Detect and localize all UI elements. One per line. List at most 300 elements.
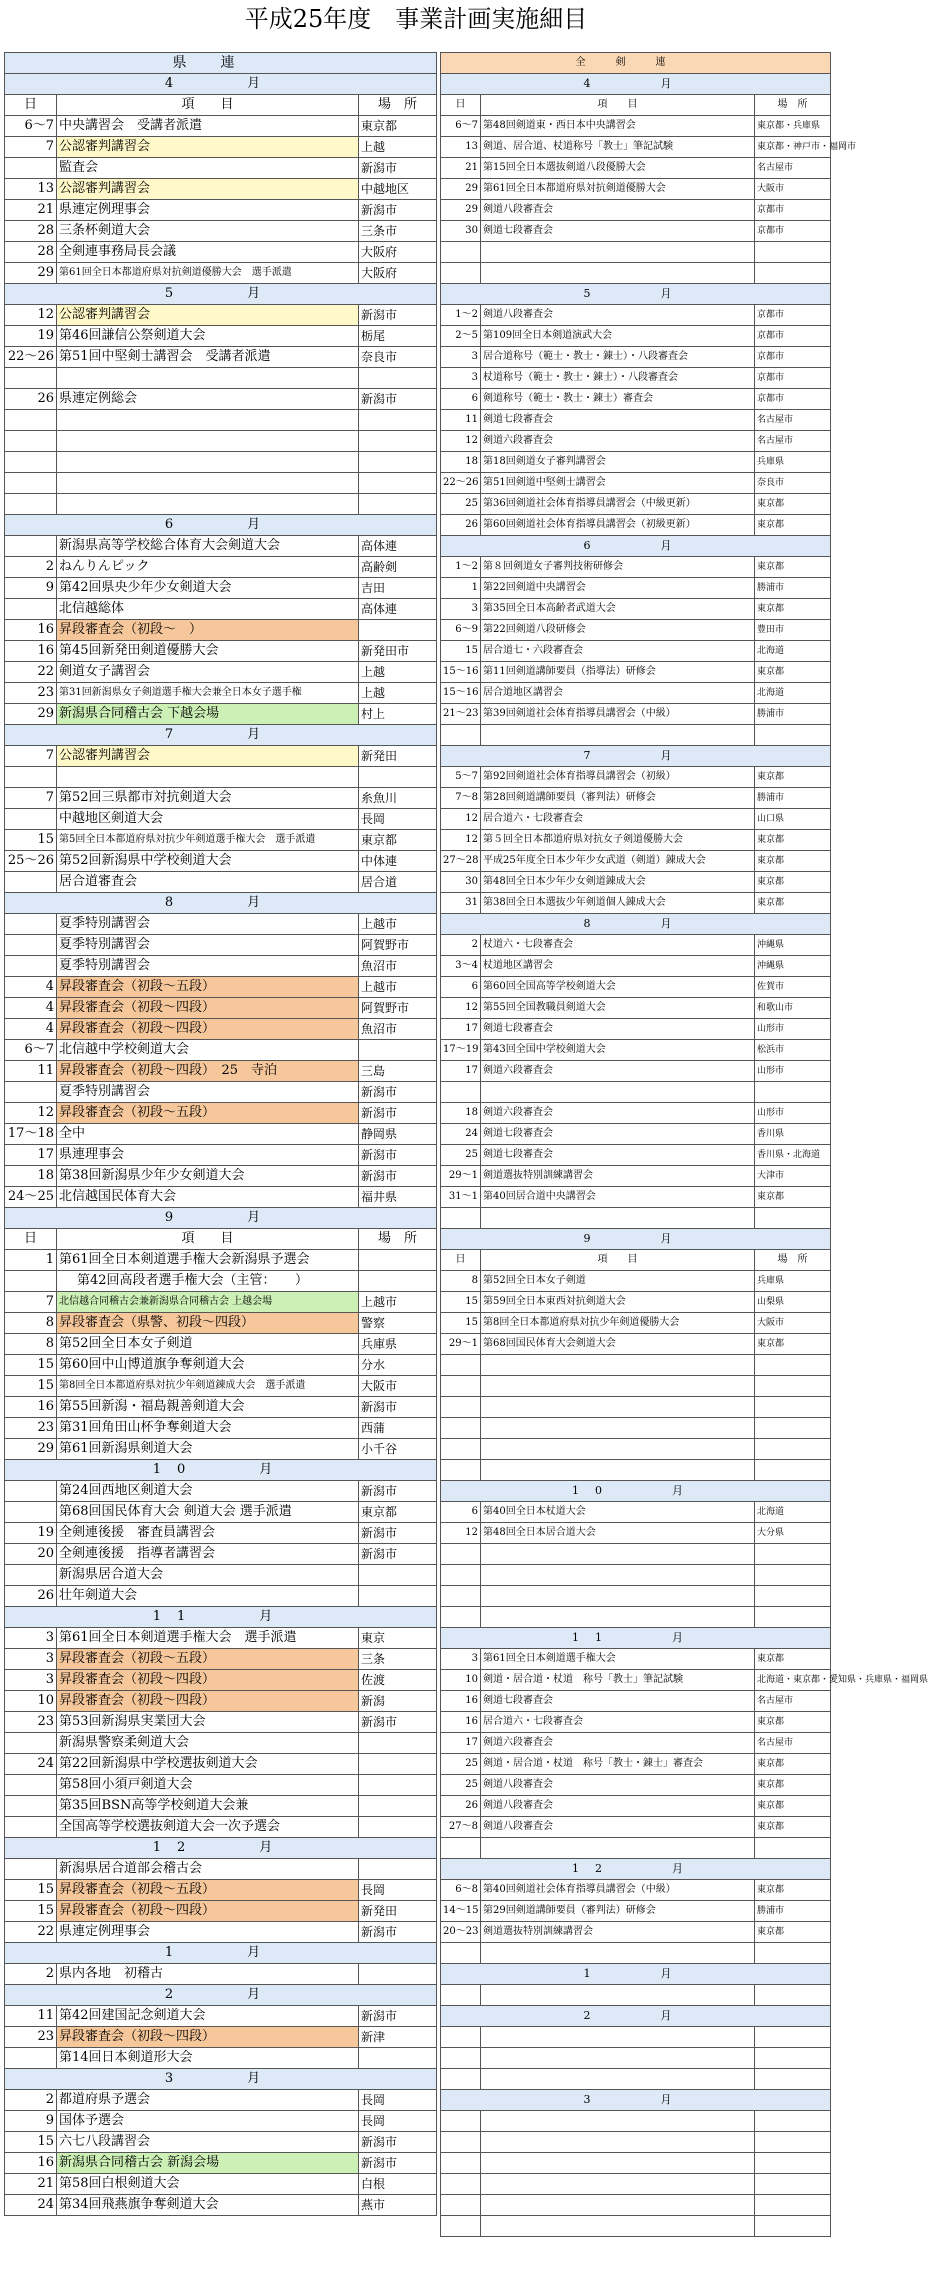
event-place: [755, 1565, 831, 1586]
event-place: 大阪市: [359, 1376, 437, 1397]
event-day: [441, 2027, 481, 2048]
event-title: [57, 494, 359, 515]
event-place: 高齢剣: [359, 557, 437, 578]
event-title: [481, 1565, 755, 1586]
event-day: 7: [5, 1292, 57, 1313]
event-title: 居合道地区講習会: [481, 683, 755, 704]
event-row: [441, 326, 831, 347]
event-day: [5, 599, 57, 620]
event-title: [481, 725, 755, 746]
event-place: 名古屋市: [755, 410, 831, 431]
column-header-row: [441, 95, 831, 116]
event-day: [5, 494, 57, 515]
event-day: 15～16: [441, 683, 481, 704]
event-day: 8: [441, 1271, 481, 1292]
event-title: 第61回全日本剣道選手権大会: [481, 1649, 755, 1670]
event-title: 第45回新発田剣道優勝大会: [57, 641, 359, 662]
event-row: [441, 515, 831, 536]
event-day: 29～1: [441, 1166, 481, 1187]
month-header-row: [5, 1607, 437, 1628]
event-day: 19: [5, 326, 57, 347]
prefecture-table: [4, 52, 437, 2216]
event-place: 東京都: [755, 1880, 831, 1901]
event-day: 26: [441, 1796, 481, 1817]
event-title: 剣道八段審査会: [481, 1796, 755, 1817]
event-day: 25～26: [5, 851, 57, 872]
event-title: [57, 452, 359, 473]
event-place: [359, 1754, 437, 1775]
event-day: [441, 1565, 481, 1586]
event-row: [441, 851, 831, 872]
event-place: 東京都: [755, 830, 831, 851]
event-title: [481, 242, 755, 263]
event-day: [5, 431, 57, 452]
event-row: [441, 1943, 831, 1964]
event-title: 第109回全日本剣道演武大会: [481, 326, 755, 347]
event-day: 3: [441, 347, 481, 368]
event-place: 東京都: [359, 1502, 437, 1523]
event-title: [481, 1439, 755, 1460]
event-day: 25: [441, 494, 481, 515]
event-title: 剣道、居合道、杖道称号「教士」筆記試験: [481, 137, 755, 158]
event-row: [5, 767, 437, 788]
event-title: 全剣連後援 審査員講習会: [57, 1523, 359, 1544]
event-row: [441, 872, 831, 893]
event-title: 第52回全日本女子剣道: [481, 1271, 755, 1292]
event-row: [441, 788, 831, 809]
event-row: [441, 1103, 831, 1124]
event-row: [5, 1670, 437, 1691]
event-place: 兵庫県: [755, 1271, 831, 1292]
event-title: 公認審判講習会: [57, 179, 359, 200]
event-row: [5, 1418, 437, 1439]
event-row: [441, 1775, 831, 1796]
event-day: [441, 2111, 481, 2132]
event-row: [5, 1775, 437, 1796]
event-row: [441, 1670, 831, 1691]
prefecture-org-header: 県連: [5, 53, 437, 74]
event-day: 15: [5, 830, 57, 851]
event-title: 第58回小須戸剣道大会: [57, 1775, 359, 1796]
event-row: [5, 1523, 437, 1544]
event-title: [481, 1544, 755, 1565]
month-header-row: [441, 914, 831, 935]
event-place: 西蒲: [359, 1418, 437, 1439]
event-place: 新潟市: [359, 1145, 437, 1166]
event-title: 剣道八段審査会: [481, 305, 755, 326]
event-row: [441, 1754, 831, 1775]
event-day: 21: [5, 200, 57, 221]
month-header: 1 月: [441, 1964, 831, 1985]
event-title: 居合道称号（範士・教士・錬士）・八段審査会: [481, 347, 755, 368]
event-place: 京都市: [755, 368, 831, 389]
event-title: 第52回三県都市対抗剣道大会: [57, 788, 359, 809]
event-day: [5, 368, 57, 389]
event-place: 新潟市: [359, 1166, 437, 1187]
event-row: [441, 641, 831, 662]
event-title: 第60回剣道社会体育指導員講習会（初級更新）: [481, 515, 755, 536]
event-title: 県連理事会: [57, 1145, 359, 1166]
event-row: [441, 2048, 831, 2069]
month-header: 7 月: [5, 725, 437, 746]
event-row: [441, 1460, 831, 1481]
event-place: 新潟市: [359, 2006, 437, 2027]
event-place: 山形市: [755, 1061, 831, 1082]
month-header: 2 月: [5, 1985, 437, 2006]
event-day: 1: [5, 1250, 57, 1271]
event-row: [5, 2090, 437, 2111]
event-row: [441, 1796, 831, 1817]
event-place: [359, 1733, 437, 1754]
event-title: 第22回新潟県中学校選抜剣道大会: [57, 1754, 359, 1775]
event-row: [5, 1586, 437, 1607]
event-row: [441, 2132, 831, 2153]
event-place: [359, 452, 437, 473]
event-place: [755, 2174, 831, 2195]
event-place: [755, 1544, 831, 1565]
event-place: 新潟市: [359, 1544, 437, 1565]
event-place: 大阪府: [359, 263, 437, 284]
event-title: 第61回全日本剣道選手権大会 選手派遣: [57, 1628, 359, 1649]
month-header: 8 月: [5, 893, 437, 914]
event-row: [5, 1292, 437, 1313]
event-day: 16: [5, 2153, 57, 2174]
event-row: [5, 368, 437, 389]
event-day: [441, 725, 481, 746]
event-row: [5, 1649, 437, 1670]
month-header: 11 月: [5, 1607, 437, 1628]
event-row: [5, 2195, 437, 2216]
event-title: 第24回西地区剣道大会: [57, 1481, 359, 1502]
event-day: 15: [5, 2132, 57, 2153]
event-place: [359, 1250, 437, 1271]
event-day: 15: [441, 641, 481, 662]
event-place: 静岡県: [359, 1124, 437, 1145]
event-row: [5, 1019, 437, 1040]
event-row: [5, 1334, 437, 1355]
event-row: [441, 1019, 831, 1040]
event-title: [57, 767, 359, 788]
month-header-row: [441, 2006, 831, 2027]
event-day: [5, 872, 57, 893]
event-place: 新発田: [359, 1901, 437, 1922]
event-place: 福井県: [359, 1187, 437, 1208]
event-place: 三条市: [359, 221, 437, 242]
event-place: 魚沼市: [359, 1019, 437, 1040]
event-day: [5, 767, 57, 788]
event-place: [359, 1271, 437, 1292]
event-row: [441, 242, 831, 263]
event-row: [5, 704, 437, 725]
month-header-row: [5, 893, 437, 914]
event-day: 6: [441, 1502, 481, 1523]
event-row: [5, 1481, 437, 1502]
event-row: [5, 1397, 437, 1418]
event-title: 第38回全日本選抜少年剣道個人錬成大会: [481, 893, 755, 914]
event-row: [5, 1565, 437, 1586]
event-row: [441, 830, 831, 851]
event-day: 15: [5, 1901, 57, 1922]
item-column-header: 項 目: [481, 1250, 755, 1271]
event-row: [441, 452, 831, 473]
event-day: 29: [5, 263, 57, 284]
event-row: [441, 1355, 831, 1376]
event-place: [755, 1460, 831, 1481]
month-header-row: [441, 536, 831, 557]
event-title: [481, 2153, 755, 2174]
event-day: 26: [441, 515, 481, 536]
event-day: 2: [5, 2090, 57, 2111]
day-column-header: 日: [5, 1229, 57, 1250]
event-place: 大阪府: [359, 242, 437, 263]
event-day: 31～1: [441, 1187, 481, 1208]
event-title: 第46回謙信公祭剣道大会: [57, 326, 359, 347]
event-row: [5, 116, 437, 137]
event-title: [481, 1460, 755, 1481]
event-place: 東京都: [755, 872, 831, 893]
event-place: [359, 620, 437, 641]
event-title: 全剣連事務局長会議: [57, 242, 359, 263]
event-title: 昇段審査会（初段～五段）: [57, 977, 359, 998]
federation-schedule: [440, 52, 928, 2237]
event-place: 東京都: [755, 767, 831, 788]
event-place: 名古屋市: [755, 431, 831, 452]
event-day: 17: [441, 1733, 481, 1754]
event-title: 壮年剣道大会: [57, 1586, 359, 1607]
month-header: 12 月: [441, 1859, 831, 1880]
event-title: 北信越合同稽古会兼新潟県合同稽古会 上越会場: [57, 1292, 359, 1313]
event-title: 第52回新潟県中学校剣道大会: [57, 851, 359, 872]
event-title: 北信越総体: [57, 599, 359, 620]
event-title: 三条杯剣道大会: [57, 221, 359, 242]
event-title: 剣道称号（範士・教士・錬士）審査会: [481, 389, 755, 410]
month-header: 10 月: [441, 1481, 831, 1502]
event-title: 剣道選抜特別訓練講習会: [481, 1922, 755, 1943]
event-place: 上越市: [359, 1292, 437, 1313]
page-title: 平成25年度 事業計画実施細目: [244, 5, 588, 33]
event-day: 6: [441, 389, 481, 410]
event-day: [441, 1607, 481, 1628]
event-place: 佐賀市: [755, 977, 831, 998]
event-day: [5, 1859, 57, 1880]
month-header: 4 月: [441, 74, 831, 95]
event-row: [5, 1502, 437, 1523]
event-day: [441, 2153, 481, 2174]
event-row: [5, 263, 437, 284]
event-row: [5, 2174, 437, 2195]
event-day: 3: [5, 1649, 57, 1670]
event-title: 剣道七段審査会: [481, 1691, 755, 1712]
event-row: [441, 704, 831, 725]
event-row: [5, 1628, 437, 1649]
event-place: 東京都: [755, 893, 831, 914]
event-place: [359, 1817, 437, 1838]
event-title: 第31回新潟県女子剣道選手権大会兼全日本女子選手権: [57, 683, 359, 704]
event-row: [441, 1544, 831, 1565]
event-row: [5, 977, 437, 998]
event-place: [755, 2132, 831, 2153]
event-day: 28: [5, 242, 57, 263]
event-day: [441, 2048, 481, 2069]
event-day: 22: [5, 1922, 57, 1943]
event-place: 兵庫県: [755, 452, 831, 473]
event-title: 剣道七段審査会: [481, 1019, 755, 1040]
event-row: [5, 1754, 437, 1775]
event-row: [5, 830, 437, 851]
event-row: [441, 1712, 831, 1733]
event-day: 1: [441, 578, 481, 599]
event-day: 16: [441, 1691, 481, 1712]
event-title: 第40回全日本杖道大会: [481, 1502, 755, 1523]
event-day: 14～15: [441, 1901, 481, 1922]
event-day: 29～1: [441, 1334, 481, 1355]
event-title: 新潟県警察柔剣道大会: [57, 1733, 359, 1754]
event-row: [5, 1964, 437, 1985]
event-title: 剣道七段審査会: [481, 1145, 755, 1166]
event-title: 県連定例理事会: [57, 200, 359, 221]
event-place: 新発田市: [359, 641, 437, 662]
event-title: 剣道八段審査会: [481, 200, 755, 221]
event-place: 上越: [359, 137, 437, 158]
event-title: 第48回全日本居合道大会: [481, 1523, 755, 1544]
event-row: [5, 389, 437, 410]
month-header: 3 月: [5, 2069, 437, 2090]
event-place: 山口県: [755, 809, 831, 830]
event-row: [441, 431, 831, 452]
event-place: 新潟市: [359, 2132, 437, 2153]
event-title: 第55回全国教職員剣道大会: [481, 998, 755, 1019]
month-header-row: [441, 74, 831, 95]
event-row: [441, 620, 831, 641]
event-day: 12: [441, 431, 481, 452]
event-day: 12: [441, 809, 481, 830]
event-title: 夏季特別講習会: [57, 935, 359, 956]
event-title: 第29回剣道講師要員（審判法）研修会: [481, 1901, 755, 1922]
event-title: 杖道称号（範士・教士・錬士）・八段審査会: [481, 368, 755, 389]
month-header: 6 月: [5, 515, 437, 536]
event-day: 17: [5, 1145, 57, 1166]
event-row: [5, 872, 437, 893]
event-row: [441, 1376, 831, 1397]
month-header: 6 月: [441, 536, 831, 557]
event-row: [5, 2111, 437, 2132]
month-header-row: [441, 1964, 831, 1985]
event-title: 居合道七・六段審査会: [481, 641, 755, 662]
month-header-row: [441, 1229, 831, 1250]
event-day: 12: [441, 830, 481, 851]
event-day: 28: [5, 221, 57, 242]
event-day: 16: [5, 641, 57, 662]
event-day: 30: [441, 221, 481, 242]
event-row: [441, 158, 831, 179]
event-row: [5, 998, 437, 1019]
event-day: 11: [5, 2006, 57, 2027]
event-row: [441, 1082, 831, 1103]
day-column-header: 日: [5, 95, 57, 116]
event-title: 第８回剣道女子審判技術研修会: [481, 557, 755, 578]
event-row: [441, 662, 831, 683]
event-title: 杖道地区講習会: [481, 956, 755, 977]
event-day: 5～7: [441, 767, 481, 788]
event-title: [481, 1208, 755, 1229]
event-title: [481, 2216, 755, 2237]
event-title: 第14回日本剣道形大会: [57, 2048, 359, 2069]
event-title: 第68回国民体育大会 剣道大会 選手派遣: [57, 1502, 359, 1523]
event-day: 6～7: [441, 116, 481, 137]
event-place: 山形市: [755, 1019, 831, 1040]
event-place: 新潟市: [359, 1103, 437, 1124]
event-row: [441, 977, 831, 998]
event-title: 第11回剣道講師要員（指導法）研修会: [481, 662, 755, 683]
event-day: [5, 956, 57, 977]
event-place: [755, 1355, 831, 1376]
event-title: 居合道六・七段審査会: [481, 809, 755, 830]
event-title: 夏季特別講習会: [57, 1082, 359, 1103]
event-place: 吉田: [359, 578, 437, 599]
event-title: [57, 431, 359, 452]
event-day: [441, 1376, 481, 1397]
event-day: [441, 2069, 481, 2090]
event-place: 豊田市: [755, 620, 831, 641]
event-row: [5, 641, 437, 662]
event-day: 23: [5, 2027, 57, 2048]
event-title: 第39回剣道社会体育指導員講習会（中級）: [481, 704, 755, 725]
event-place: 村上: [359, 704, 437, 725]
event-day: 18: [441, 1103, 481, 1124]
event-day: 25: [441, 1754, 481, 1775]
event-place: 勝浦市: [755, 788, 831, 809]
event-row: [441, 389, 831, 410]
event-day: 3: [441, 1649, 481, 1670]
event-day: [441, 1439, 481, 1460]
event-row: [441, 1418, 831, 1439]
event-day: 7: [5, 137, 57, 158]
month-header-row: [5, 1838, 437, 1859]
event-row: [441, 1187, 831, 1208]
event-day: [441, 1544, 481, 1565]
event-place: 新発田: [359, 746, 437, 767]
event-title: 第５回全日本都道府県対抗女子剣道優勝大会: [481, 830, 755, 851]
event-place: [359, 473, 437, 494]
event-row: [5, 620, 437, 641]
event-row: [5, 1187, 437, 1208]
event-title: 新潟県合同稽古会 下越会場: [57, 704, 359, 725]
event-place: 東京都: [359, 116, 437, 137]
event-day: 13: [441, 137, 481, 158]
event-place: 名古屋市: [755, 158, 831, 179]
event-title: 杖道六・七段審査会: [481, 935, 755, 956]
event-row: [441, 2069, 831, 2090]
event-day: 30: [441, 872, 481, 893]
event-place: [755, 1607, 831, 1628]
item-column-header: 項 目: [57, 1229, 359, 1250]
month-header: 7 月: [441, 746, 831, 767]
event-row: [5, 1040, 437, 1061]
event-row: [5, 935, 437, 956]
event-row: [441, 2195, 831, 2216]
event-title: 剣道・居合道・杖道 称号「教士・錬士」審査会: [481, 1754, 755, 1775]
event-row: [441, 1649, 831, 1670]
event-day: [5, 410, 57, 431]
event-row: [5, 1796, 437, 1817]
event-row: [5, 662, 437, 683]
event-row: [441, 1271, 831, 1292]
event-row: [441, 179, 831, 200]
event-day: [441, 1397, 481, 1418]
event-day: 4: [5, 977, 57, 998]
event-row: [5, 1376, 437, 1397]
event-day: 12: [441, 1523, 481, 1544]
